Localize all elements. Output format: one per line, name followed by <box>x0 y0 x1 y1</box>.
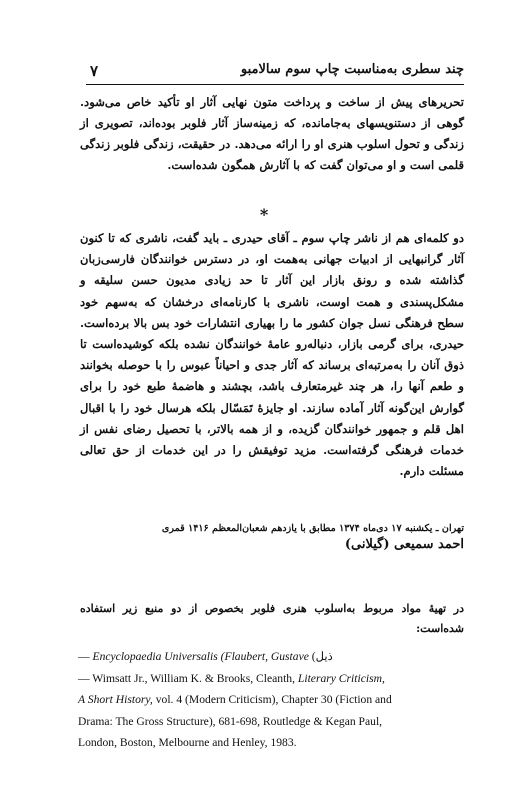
reference-italic-text: Literary Criticism, <box>297 671 385 685</box>
page-number: ۷ <box>90 62 99 80</box>
reference-italic-text: A Short History, <box>78 693 153 706</box>
reference-2-line-2 <box>78 689 464 711</box>
section-separator: * <box>259 205 269 224</box>
reference-text: Wimsatt Jr., William K. & Brooks, Cleanth, <box>92 671 298 685</box>
sources-intro: در تهیهٔ مواد مربوط به‌اسلوب هنری فلوبر بخصوص از دو منبع زیر استفاده شده‌است: <box>80 602 464 635</box>
reference-italic-text: Encyclopaedia Universalis (Flaubert, Gustave <box>92 650 309 663</box>
reference-text: Drama: The Gross Structure), 681-698, Routledge & Kegan Paul, <box>78 714 383 728</box>
references-list <box>78 646 464 754</box>
reference-dash: — <box>78 650 93 663</box>
reference-dash: — <box>78 671 93 685</box>
reference-2-line-1 <box>78 668 464 690</box>
dateline: تهران ـ یکشنبه ۱۷ دی‌ماه ۱۳۷۴ مطابق با یازدهم شعبان‌المعظم ۱۴۱۶ قمری <box>161 523 464 534</box>
running-header <box>86 62 464 85</box>
reference-2-line-4 <box>78 732 464 754</box>
running-title: چند سطری به‌مناسبت چاپ سوم سالامبو <box>240 62 464 77</box>
reference-1-line-1 <box>78 646 464 668</box>
reference-text: (ذیل <box>308 650 333 663</box>
paragraph-1: تحریرهای پیش از ساخت و پرداخت متون نهایی آثار او تأکید خاص می‌شود. گوهی از دستنویسهای به‌جامانده، که زمینه‌ساز آثار فلوبر بوده‌اند، تصویری از زندگی و تحول اسلوب هنری او را ارائه می‌دهد. در حقیقت، زندگی فلوبر زندگی قلمی است و او می‌توان گفت که با آثارش همگون شده‌است. <box>80 95 464 172</box>
reference-text: London, Boston, Melbourne and Henley, 1983. <box>78 736 297 749</box>
reference-2-line-3 <box>78 711 464 733</box>
reference-text: vol. 4 (Modern Criticism), Chapter 30 (Fiction and <box>152 693 392 706</box>
paragraph-2: دو کلمه‌ای هم از ناشر چاپ سوم ـ آقای حیدری ـ باید گفت، ناشری که تا کنون آثار گرانبهایی از ادبیات جهانی به‌همت او، در دسترس خوانندگان فارسی‌زبان گذاشته شده و رونق بازار این آثار تا حد زیادی مدیون حسن سلیقه و مشکل‌پسندی و همت اوست، ناشری با کارنامه‌ای درخشان که به‌سهم خود سطح فرهنگی نسل جوان کشور ما را بهیاری انتشارات خود بس بالا برده‌است. حیدری، برای گرمی بازار، دنباله‌رو عامهٔ خوانندگان نشده بلکه کوشیده‌است تا ذوق آنان را به‌مرتبه‌ای برساند که آثار جدی و احیاناً عبوس را با حوصله بخوانند و طعم آنها را، هر چند غیرمتعارف باشد، بچشند و هاضمهٔ طبع خود را برای گوارش این‌گونه آثار آماده سازند. او جایزهٔ تَمَسّال بلکه هرسال خود را با اقبال اهل قلم و جمهور خوانندگان گزیده، و از همه بالاتر، با تحصیل رضای نفس از خدمات فرهنگی گرفته‌است. مزید توفیقش را در این خدمات از حق تعالی مسئلت دارم. <box>80 231 464 479</box>
signature: احمد سمیعی (گیلانی) <box>344 537 464 552</box>
